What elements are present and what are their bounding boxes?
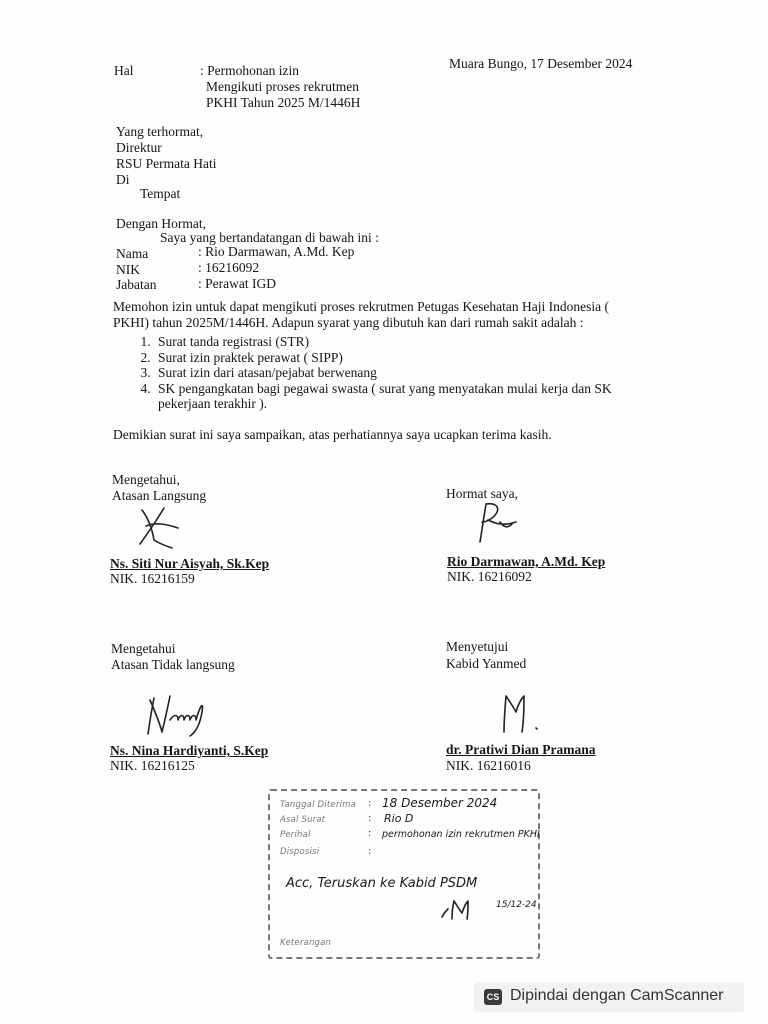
recipient-line-4: Di	[116, 172, 130, 187]
sig4-signature-mark	[496, 692, 546, 743]
recipient-line-1: Yang terhormat,	[116, 124, 204, 139]
sig3-line2: Atasan Tidak langsung	[111, 657, 235, 672]
requirement-item: 4. SK pengangkatan bagi pegawai swasta ( surat yang menyatakan mulai kerja dan SK pekerjaan terakhir ).	[154, 381, 662, 412]
greeting: Dengan Hormat,	[116, 216, 206, 231]
stamp-disposisi-note: Acc, Teruskan ke Kabid PSDM	[286, 876, 478, 891]
identity-name-label: Nama	[116, 246, 149, 261]
recipient-line-5: Tempat	[140, 186, 181, 201]
sig3-name: Ns. Nina Hardiyanti, S.Kep	[110, 743, 269, 758]
closing-paragraph: Demikian surat ini saya sampaikan, atas perhatiannya saya ucapkan terima kasih.	[113, 427, 552, 442]
stamp-colon: :	[368, 846, 372, 857]
sig3-signature-mark	[140, 690, 216, 745]
sig3-line1: Mengetahui	[111, 641, 176, 656]
stamp-disposisi-date: 15/12-24	[496, 900, 537, 910]
stamp-colon: :	[368, 798, 372, 809]
sig1-line1: Mengetahui,	[112, 472, 180, 487]
body-paragraph: Memohon izin untuk dapat mengikuti proses rekrutmen Petugas Kesehatan Haji Indonesia ( PKHI) tahun 2025M/1446H. Adapun syarat yang dibutuh kan dari rumah sakit adalah :	[113, 299, 610, 330]
stamp-perihal-label: Perihal	[280, 830, 311, 840]
identity-jabatan-value: : Perawat IGD	[198, 276, 276, 291]
sig1-nik: NIK. 16216159	[110, 571, 195, 586]
sig4-line2: Kabid Yanmed	[446, 656, 527, 671]
receipt-stamp	[268, 789, 540, 959]
stamp-asal-label: Asal Surat	[280, 815, 326, 825]
camscanner-label: Dipindai dengan CamScanner	[510, 987, 724, 1004]
stamp-disposisi-label: Disposisi	[280, 847, 320, 857]
sig4-nik: NIK. 16216016	[446, 758, 531, 773]
hal-line-3: PKHI Tahun 2025 M/1446H	[206, 95, 361, 110]
stamp-asal-value: Rio D	[384, 812, 414, 825]
identity-name-value: : Rio Darmawan, A.Md. Kep	[198, 244, 355, 259]
stamp-colon: :	[368, 828, 372, 839]
requirement-item: 1. Surat tanda registrasi (STR)	[154, 334, 662, 350]
identity-jabatan-label: Jabatan	[116, 277, 157, 292]
sig2-signature-mark	[470, 500, 520, 551]
camscanner-badge	[474, 982, 744, 1012]
requirement-item: 3. Surat izin dari atasan/pejabat berwenang	[154, 365, 662, 381]
hal-line-1: : Permohonan izin	[200, 63, 299, 78]
identity-nik-value: : 16216092	[198, 260, 260, 275]
stamp-colon: :	[368, 813, 372, 824]
sig3-nik: NIK. 16216125	[110, 758, 195, 773]
stamp-paraf-mark	[438, 897, 478, 926]
sig2-nik: NIK. 16216092	[447, 569, 532, 584]
place-date: Muara Bungo, 17 Desember 2024	[449, 56, 633, 71]
sig2-line2: Hormat saya,	[446, 486, 518, 501]
stamp-keterangan-label: Keterangan	[280, 938, 332, 948]
sig4-line1: Menyetujui	[446, 639, 509, 654]
camscanner-icon: CS	[484, 989, 502, 1005]
stamp-tanggal-value: 18 Desember 2024	[382, 796, 498, 810]
sig1-line2: Atasan Langsung	[112, 488, 207, 503]
requirements-list	[132, 334, 662, 412]
identity-nik-label: NIK	[116, 262, 140, 277]
sig2-name: Rio Darmawan, A.Md. Kep	[447, 554, 606, 569]
stamp-tanggal-label: Tanggal Diterima	[280, 800, 356, 810]
intro: Saya yang bertandatangan di bawah ini :	[160, 230, 379, 245]
hal-label: Hal	[114, 63, 134, 78]
stamp-perihal-value: permohonan izin rekrutmen PKHI	[382, 829, 540, 840]
sig4-name: dr. Pratiwi Dian Pramana	[446, 742, 596, 757]
requirement-item: 2. Surat izin praktek perawat ( SIPP)	[154, 350, 662, 366]
hal-line-2: Mengikuti proses rekrutmen	[206, 79, 359, 94]
sig1-name: Ns. Siti Nur Aisyah, Sk.Kep	[110, 556, 270, 571]
recipient-line-2: Direktur	[116, 140, 162, 155]
recipient-line-3: RSU Permata Hati	[116, 156, 217, 171]
